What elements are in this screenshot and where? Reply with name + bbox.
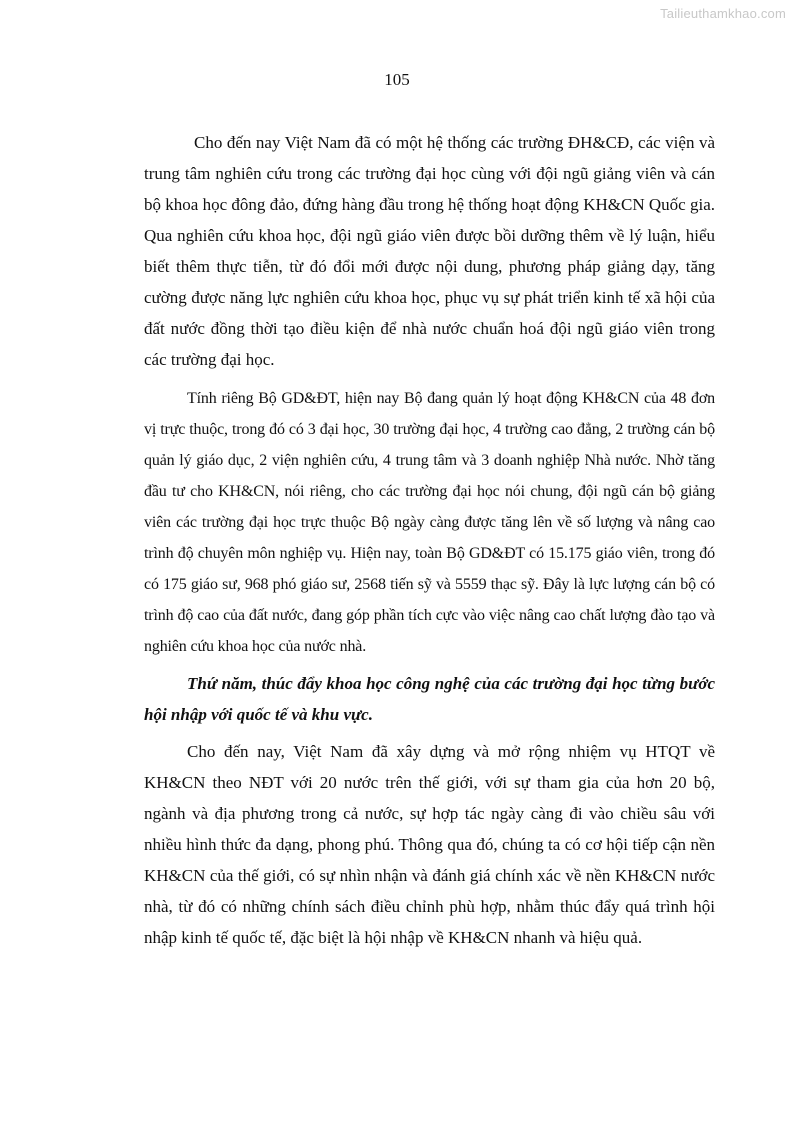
paragraph-moet-statistics: Tính riêng Bộ GD&ĐT, hiện nay Bộ đang quản lý hoạt động KH&CN của 48 đơn vị trực thuộc, trong đó có 3 đại học, 30 trường đại học, 4 trường cao đẳng, 2 trường cán bộ quản lý giáo dục, 2 viện nghiên cứu, 4 trung tâm và 3 doanh nghiệp Nhà nước. Nhờ tăng đầu tư cho KH&CN, nói riêng, cho các trường đại học nói chung, đội ngũ cán bộ giảng viên các trường đại học trực thuộc Bộ ngày càng được tăng lên về số lượng và nâng cao trình độ chuyên môn nghiệp vụ. Hiện nay, toàn Bộ GD&ĐT có 15.175 giáo viên, trong đó có 175 giáo sư, 968 phó giáo sư, 2568 tiến sỹ và 5559 thạc sỹ. Đây là lực lượng cán bộ có trình độ cao của đất nước, đang góp phần tích cực vào việc nâng cao chất lượng đào tạo và nghiên cứu khoa học của nước nhà. [144,390,715,655]
paragraph-universities-research: Cho đến nay Việt Nam đã có một hệ thống các trường ĐH&CĐ, các viện và trung tâm nghiên cứu trong các trường đại học cùng với đội ngũ giảng viên và cán bộ khoa học đông đảo, đứng hàng đầu trong hệ thống hoạt động KH&CN Quốc gia. Qua nghiên cứu khoa học, đội ngũ giáo viên được bồi dưỡng thêm về lý luận, hiểu biết thêm thực tiễn, từ đó đổi mới được nội dung, phương pháp giảng dạy, tăng cường được năng lực nghiên cứu khoa học, phục vụ sự phát triển kinh tế xã hội của đất nước đồng thời tạo điều kiện để nhà nước chuẩn hoá đội ngũ giáo viên trong các trường đại học. [144,133,715,369]
section-heading-fifth: Thứ năm, thúc đẩy khoa học công nghệ của các trường đại học từng bước hội nhập với quốc tế và khu vực. [144,674,715,724]
document-body [144,127,715,961]
paragraph-international-cooperation: Cho đến nay, Việt Nam đã xây dựng và mở rộng nhiệm vụ HTQT về KH&CN theo NĐT với 20 nước trên thế giới, với sự tham gia của hơn 20 bộ, ngành và địa phương trong cả nước, sự hợp tác ngày càng đi vào chiều sâu với nhiều hình thức đa dạng, phong phú. Thông qua đó, chúng ta có cơ hội tiếp cận nền KH&CN của thế giới, có sự nhìn nhận và đánh giá chính xác về nền KH&CN nước nhà, từ đó có những chính sách điều chỉnh phù hợp, nhằm thúc đẩy quá trình hội nhập kinh tế quốc tế, đặc biệt là hội nhập về KH&CN nhanh và hiệu quả. [144,742,715,947]
page-number: 105 [384,70,410,89]
watermark: Tailieuthamkhao.com [660,6,786,21]
